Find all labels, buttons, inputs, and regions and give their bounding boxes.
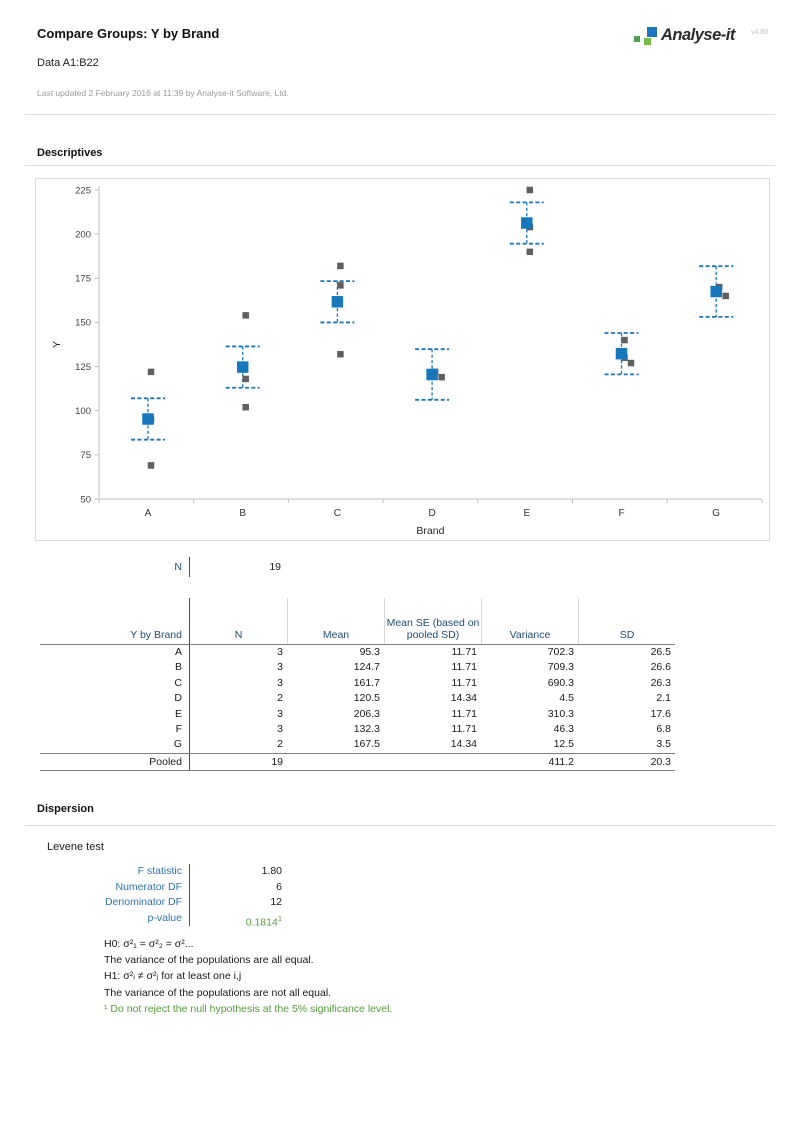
n-summary-label: N [40,557,190,577]
row-label: C [40,676,190,691]
section-heading-descriptives: Descriptives [37,147,103,159]
cell-mean: 95.3 [359,646,380,658]
means-plot-chart [36,179,769,540]
descriptives-table [40,598,675,771]
y-tick-label: 75 [80,450,91,462]
data-point [148,462,155,469]
row-label: F [40,722,190,737]
stat-label: p-value [40,911,190,927]
cell-sd: 3.5 [656,738,671,751]
table-row [40,722,675,737]
y-tick-label: 150 [75,317,91,329]
logo-green-square-icon [634,36,640,42]
data-point [438,374,445,381]
x-axis-title: Brand [416,525,445,537]
header-divider [25,114,775,115]
column-header-sd: SD [578,598,675,644]
table-header-row [40,598,675,645]
data-point [337,282,344,289]
row-label: D [40,691,190,706]
row-label: E [40,707,190,722]
x-tick-label: D [428,508,436,519]
column-header-mean: Mean [287,598,384,644]
cell-variance: 46.3 [553,722,574,735]
cell-variance: 12.5 [553,738,574,751]
cell-n: 2 [277,692,283,705]
cell-se: 11.71 [451,646,477,658]
significance-footnote: ¹ Do not reject the null hypothesis at the 5% significance level. [104,1002,393,1015]
mean-marker [142,413,154,425]
logo-version: v4.60 [751,29,769,36]
cell-variance: 411.2 [548,755,574,768]
table-row [40,645,675,660]
y-axis-title: Y [51,340,63,349]
cell-n: 3 [277,722,283,735]
mean-marker [332,296,344,308]
n-summary [40,557,286,577]
stat-value-p [190,911,287,927]
cell-se: 14.34 [450,738,477,751]
table-row [40,707,675,722]
cell-mean [287,754,384,770]
stat-value: 12 [270,896,282,909]
table-row [40,691,675,706]
cell-n: 3 [277,646,283,658]
cell-variance: 310.3 [547,707,574,720]
cell-variance: 702.3 [547,646,574,658]
mean-marker [426,369,438,381]
descriptives-divider [25,165,775,166]
data-point [337,263,344,270]
cell-variance: 690.3 [547,676,574,689]
cell-mean: 132.3 [353,722,380,735]
data-point [722,293,729,300]
cell-sd: 20.3 [650,755,671,768]
y-tick-label: 125 [75,361,91,373]
h0-description: The variance of the populations are all equal. [104,954,314,967]
y-tick-label: 50 [80,494,91,506]
analyse-it-logo [634,25,784,49]
cell-sd: 26.5 [650,646,671,658]
last-updated: Last updated 2 February 2016 at 11:39 by Analyse-it Software, Ltd. [37,88,289,98]
data-point [148,369,155,376]
y-tick-label: 175 [75,273,91,285]
n-summary-value: 19 [269,561,281,573]
mean-marker [710,286,722,298]
data-point [621,337,628,344]
cell-mean: 206.3 [353,707,380,720]
hypotheses-block [104,936,392,1017]
data-point [628,360,635,367]
stat-row [40,895,287,911]
stat-label: F statistic [40,864,190,880]
cell-sd: 17.6 [650,707,671,720]
table-row [40,676,675,691]
cell-mean: 161.7 [353,676,380,689]
h1-description: The variance of the populations are not all equal. [104,986,332,999]
data-point [527,249,534,256]
cell-variance: 4.5 [559,692,574,705]
data-range: Data A1:B22 [37,57,99,69]
data-point [242,312,249,319]
data-point [242,376,249,383]
stat-label: Denominator DF [40,895,190,911]
logo-wordmark: Analyse-it [661,26,735,44]
p-value: 0.1814 [245,916,278,929]
row-label: G [40,737,190,752]
cell-sd: 2.1 [656,692,671,705]
cell-se: 14.34 [450,692,477,705]
cell-mean: 124.7 [353,661,380,674]
x-tick-label: E [523,508,531,519]
cell-n: 2 [277,738,283,751]
cell-n: 3 [277,676,283,689]
logo-blue-square-icon [647,27,657,37]
cell-sd: 26.6 [650,661,671,674]
data-point [337,351,344,358]
cell-se: 11.71 [451,707,477,720]
cell-n: 19 [271,755,283,768]
means-plot-container [35,178,770,541]
row-label: Pooled [40,754,190,770]
stat-row [40,880,287,896]
cell-variance: 709.3 [547,661,574,674]
cell-sd: 6.8 [656,722,671,735]
data-point [242,404,249,411]
column-header-n: N [234,629,243,641]
section-heading-dispersion: Dispersion [37,803,94,815]
stat-row-p-value [40,911,287,927]
cell-se: 11.71 [451,722,477,735]
y-tick-label: 225 [75,185,91,197]
logo-green-square2-icon [644,38,651,45]
h0-statement: H0: σ²₁ = σ²₂ = σ²... [104,938,194,950]
dispersion-divider [25,825,775,826]
table-row-pooled [40,753,675,771]
x-tick-label: B [239,508,247,519]
y-tick-label: 200 [75,229,91,241]
cell-mean: 120.5 [353,692,380,705]
mean-marker [521,217,533,229]
stat-value: 1.80 [261,865,282,877]
table-row [40,737,675,752]
mean-marker [616,348,628,360]
data-point [527,187,534,194]
stat-value: 6 [276,880,282,893]
cell-se [384,754,481,770]
table-row [40,660,675,675]
x-tick-label: F [618,508,625,519]
x-tick-label: A [144,508,152,519]
x-tick-label: C [333,508,342,519]
column-header-variance: Variance [481,598,578,644]
cell-se: 11.71 [451,661,477,674]
row-label: A [40,645,190,660]
h1-statement: H1: σ²ᵢ ≠ σ²ⱼ for at least one i,j [104,970,242,983]
cell-se: 11.71 [451,676,477,689]
levene-test-table [40,864,287,929]
cell-mean: 167.5 [353,738,380,751]
stat-row [40,864,287,880]
mean-marker [237,361,249,373]
column-header-mean-se: Mean SE (based on pooled SD) [384,598,481,644]
cell-n: 3 [277,661,283,674]
y-tick-label: 100 [75,406,91,418]
levene-test-title: Levene test [47,841,104,853]
cell-sd: 26.3 [650,676,671,689]
cell-n: 3 [277,707,283,720]
row-label: B [40,660,190,675]
stat-label: Numerator DF [40,880,190,896]
page-title: Compare Groups: Y by Brand [37,26,220,41]
column-header-y-by-brand: Y by Brand [40,598,190,644]
x-tick-label: G [712,508,721,519]
p-value-footnote-marker: 1 [277,913,282,923]
